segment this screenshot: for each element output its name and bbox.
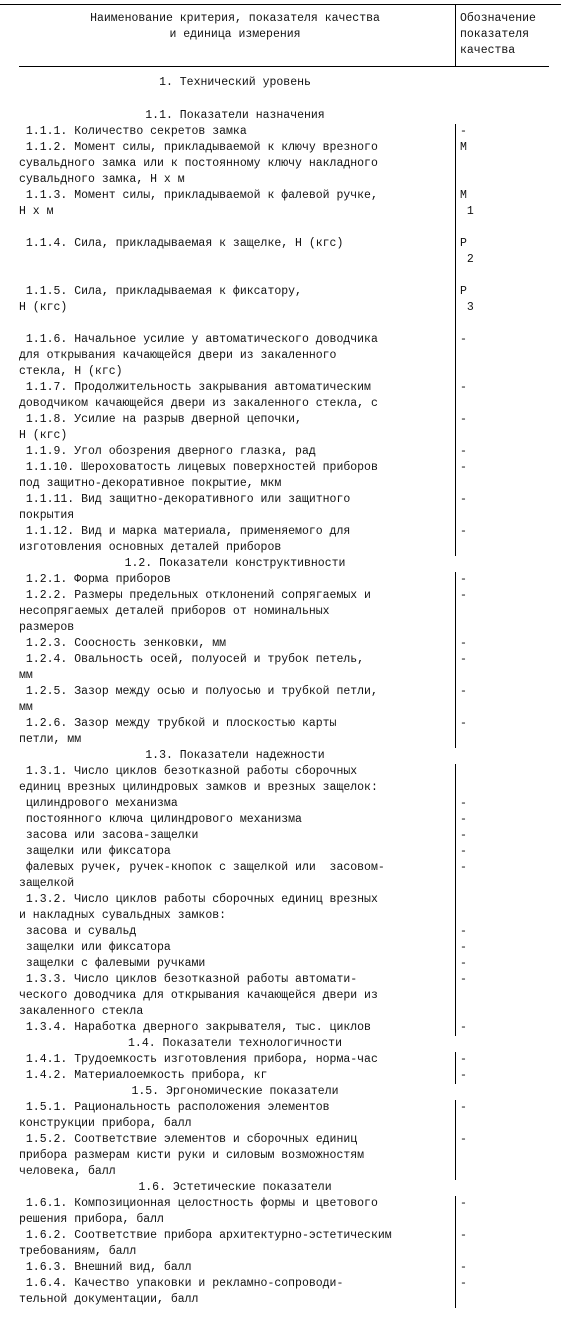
- criterion-text: конструкции прибора, балл: [19, 1117, 192, 1130]
- header-col2-line3: качества: [460, 44, 516, 57]
- table-row: [19, 140, 561, 156]
- criterion-text: 1.1.2. Момент силы, прикладываемой к ключу врезного: [19, 141, 378, 154]
- table-row: [19, 540, 561, 556]
- criterion-text: 1.6.2. Соответствие прибора архитектурно-эстетическим: [19, 1229, 392, 1242]
- table-row: [19, 156, 561, 172]
- criterion-text: 1.3.1. Число циклов безотказной работы сборочных: [19, 765, 358, 778]
- criterion-text: 1.1.7. Продолжительность закрывания автоматическим: [19, 381, 371, 394]
- designation-cell: -: [460, 573, 467, 586]
- section-heading: 1. Технический уровень: [159, 76, 311, 89]
- criterion-text: 1.5.1. Рациональность расположения элементов: [19, 1101, 330, 1114]
- criterion-text: покрытия: [19, 509, 75, 522]
- header-col2-line2: показателя: [460, 28, 530, 41]
- criterion-text: защелки или фиксатора: [19, 941, 171, 954]
- header-col2: [460, 11, 536, 59]
- criterion-text: для открывания качающейся двери из закаленного: [19, 349, 337, 362]
- criterion-text: 1.5.2. Соответствие элементов и сборочных единиц: [19, 1133, 358, 1146]
- designation-cell: -: [460, 957, 467, 970]
- section-heading: 1.3. Показатели надежности: [145, 749, 325, 762]
- table-row: [19, 412, 561, 428]
- section-heading: 1.2. Показатели конструктивности: [124, 557, 346, 570]
- criterion-text: тельной документации, балл: [19, 1293, 199, 1306]
- criterion-text: 1.2.3. Соосность зенковки, мм: [19, 637, 227, 650]
- designation-cell: -: [460, 589, 467, 602]
- column-divider: [455, 1100, 456, 1180]
- designation-cell: 1: [460, 205, 474, 218]
- table-row: [19, 1244, 561, 1260]
- criterion-text: единиц врезных цилиндровых замков и врезных защелок:: [19, 781, 378, 794]
- criterion-text: 1.1.6. Начальное усилие у автоматического доводчика: [19, 333, 378, 346]
- criterion-text: цилиндрового механизма: [19, 797, 178, 810]
- table-row: [19, 956, 561, 972]
- header-divider: [455, 4, 456, 67]
- designation-cell: -: [460, 1069, 467, 1082]
- table-row: [19, 1004, 561, 1020]
- criterion-text: размеров: [19, 621, 75, 634]
- table-row: [19, 1148, 561, 1164]
- designation-cell: -: [460, 1101, 467, 1114]
- criterion-text: и накладных сувальдных замков:: [19, 909, 227, 922]
- header-col2-line1: Обозначение: [460, 12, 536, 25]
- criterion-text: закаленного стекла: [19, 1005, 144, 1018]
- designation-cell: -: [460, 1197, 467, 1210]
- designation-cell: 2: [460, 253, 474, 266]
- criterion-text: засова или засова-защелки: [19, 829, 199, 842]
- table-row: [19, 476, 561, 492]
- designation-cell: -: [460, 829, 467, 842]
- designation-cell: -: [460, 1277, 467, 1290]
- criterion-text: мм: [19, 669, 33, 682]
- designation-cell: P: [460, 285, 467, 298]
- section-heading-row: [19, 556, 561, 572]
- table-row: [19, 732, 561, 748]
- criterion-text: 1.4.2. Материалоемкость прибора, кг: [19, 1069, 268, 1082]
- criterion-text: 1.1.12. Вид и марка материала, применяемого для: [19, 525, 351, 538]
- criterion-text: фалевых ручек, ручек-кнопок с защелкой или засовом-: [19, 861, 385, 874]
- table-row: [19, 172, 561, 188]
- table-row: [19, 396, 561, 412]
- table-row: [19, 812, 561, 828]
- table-row: [19, 588, 561, 604]
- criterion-text: 1.2.4. Овальность осей, полуосей и трубок петель,: [19, 653, 365, 666]
- table-row: [19, 796, 561, 812]
- table-row: [19, 844, 561, 860]
- criterion-text: 1.2.2. Размеры предельных отклонений сопрягаемых и: [19, 589, 371, 602]
- designation-cell: -: [460, 685, 467, 698]
- table-row: [19, 604, 561, 620]
- designation-cell: -: [460, 333, 467, 346]
- criterion-text: прибора размерам кисти руки и силовым возможностям: [19, 1149, 365, 1162]
- criterion-text: 1.3.4. Наработка дверного закрывателя, тыс. циклов: [19, 1021, 371, 1034]
- criterion-text: 1.6.1. Композиционная целостность формы и цветового: [19, 1197, 378, 1210]
- criterion-text: решения прибора, балл: [19, 1213, 164, 1226]
- table-row: [19, 508, 561, 524]
- header-col1-line1: Наименование критерия, показателя качества: [90, 12, 380, 25]
- designation-cell: -: [460, 813, 467, 826]
- table-row: [19, 700, 561, 716]
- table-row: [19, 780, 561, 796]
- criterion-text: 1.2.1. Форма приборов: [19, 573, 171, 586]
- designation-cell: -: [460, 1261, 467, 1274]
- designation-cell: -: [460, 525, 467, 538]
- table-row: [19, 1228, 561, 1244]
- table-row: [19, 1292, 561, 1308]
- table-row: [19, 1164, 561, 1180]
- designation-cell: -: [460, 1229, 467, 1242]
- table-row: [19, 364, 561, 380]
- criterion-text: Н (кгс): [19, 429, 68, 442]
- header-col1: [19, 11, 451, 43]
- criterion-text: 1.3.2. Число циклов работы сборочных единиц врезных: [19, 893, 378, 906]
- criterion-text: 1.2.6. Зазор между трубкой и плоскостью карты: [19, 717, 337, 730]
- criterion-text: 1.1.10. Шероховатость лицевых поверхностей приборов: [19, 461, 378, 474]
- table-row: [19, 1260, 561, 1276]
- criterion-text: требованиям, балл: [19, 1245, 137, 1258]
- table-row: [19, 1196, 561, 1212]
- table-row: [19, 1100, 561, 1116]
- table-row: [19, 284, 561, 300]
- table-row: [19, 924, 561, 940]
- table-row: [19, 828, 561, 844]
- column-divider: [455, 124, 456, 556]
- criterion-text: 1.4.1. Трудоемкость изготовления прибора, норма-час: [19, 1053, 378, 1066]
- table-row: [19, 636, 561, 652]
- criterion-text: изготовления основных деталей приборов: [19, 541, 282, 554]
- criterion-text: Н х м: [19, 205, 54, 218]
- table-row: [19, 1116, 561, 1132]
- section-heading-row: [19, 1084, 561, 1100]
- table-row: [19, 460, 561, 476]
- table-row: [19, 860, 561, 876]
- top-rule: [0, 4, 561, 5]
- criterion-text: человека, балл: [19, 1165, 116, 1178]
- table-row: [19, 188, 561, 204]
- table-row: [19, 1212, 561, 1228]
- table-row: [19, 572, 561, 588]
- table-row: [19, 668, 561, 684]
- table-row: [19, 492, 561, 508]
- section-heading: 1.6. Эстетические показатели: [138, 1181, 332, 1194]
- criterion-text: 1.2.5. Зазор между осью и полуосью и трубкой петли,: [19, 685, 378, 698]
- table-row: [19, 124, 561, 140]
- table-row: [19, 204, 561, 220]
- designation-cell: -: [460, 1053, 467, 1066]
- section-heading-row: [19, 75, 561, 91]
- table-row: [19, 236, 561, 252]
- table-row: [19, 1068, 561, 1084]
- table-row: [19, 940, 561, 956]
- table-row: [19, 380, 561, 396]
- table-row: [19, 1132, 561, 1148]
- criterion-text: 1.1.1. Количество секретов замка: [19, 125, 247, 138]
- designation-cell: -: [460, 973, 467, 986]
- table-row: [19, 652, 561, 668]
- criterion-text: стекла, Н (кгс): [19, 365, 123, 378]
- table-row: [19, 876, 561, 892]
- designation-cell: -: [460, 797, 467, 810]
- table-row: [19, 1052, 561, 1068]
- designation-cell: -: [460, 413, 467, 426]
- designation-cell: 3: [460, 301, 474, 314]
- designation-cell: -: [460, 845, 467, 858]
- designation-cell: -: [460, 653, 467, 666]
- section-heading-row: [19, 1180, 561, 1196]
- section-heading: 1.4. Показатели технологичности: [128, 1037, 342, 1050]
- criterion-text: ческого доводчика для открывания качающейся двери из: [19, 989, 378, 1002]
- designation-cell: -: [460, 125, 467, 138]
- section-heading-row: [19, 108, 561, 124]
- criterion-text: защелкой: [19, 877, 75, 890]
- table-row: [19, 1020, 561, 1036]
- table-row: [19, 764, 561, 780]
- criterion-text: засова и сувальд: [19, 925, 137, 938]
- designation-cell: -: [460, 1021, 467, 1034]
- table-row: [19, 332, 561, 348]
- criterion-text: петли, мм: [19, 733, 82, 746]
- table-row: [19, 444, 561, 460]
- criterion-text: 1.3.3. Число циклов безотказной работы автомати-: [19, 973, 358, 986]
- table-row: [19, 348, 561, 364]
- designation-cell: P: [460, 237, 467, 250]
- header-bottom-rule: [19, 66, 549, 67]
- table-row: [19, 252, 561, 268]
- criterion-text: доводчиком качающейся двери из закаленного стекла, с: [19, 397, 378, 410]
- criterion-text: под защитно-декоративное покрытие, мкм: [19, 477, 282, 490]
- criterion-text: мм: [19, 701, 33, 714]
- designation-cell: M: [460, 141, 467, 154]
- criterion-text: 1.1.11. Вид защитно-декоративного или защитного: [19, 493, 351, 506]
- section-heading-row: [19, 748, 561, 764]
- criterion-text: 1.1.9. Угол обозрения дверного глазка, рад: [19, 445, 316, 458]
- table-row: [19, 716, 561, 732]
- table-row: [19, 908, 561, 924]
- designation-cell: -: [460, 925, 467, 938]
- designation-cell: -: [460, 493, 467, 506]
- designation-cell: -: [460, 381, 467, 394]
- criterion-text: несопрягаемых деталей приборов от номинальных: [19, 605, 330, 618]
- section-heading: 1.5. Эргономические показатели: [131, 1085, 339, 1098]
- designation-cell: -: [460, 1133, 467, 1146]
- table-row: [19, 988, 561, 1004]
- section-heading-row: [19, 1036, 561, 1052]
- designation-cell: -: [460, 941, 467, 954]
- section-heading: 1.1. Показатели назначения: [145, 109, 325, 122]
- criterion-text: 1.1.4. Сила, прикладываемая к защелке, Н (кгс): [19, 237, 344, 250]
- criterion-text: защелки с фалевыми ручками: [19, 957, 206, 970]
- designation-cell: -: [460, 445, 467, 458]
- table-row: [19, 972, 561, 988]
- criterion-text: 1.1.5. Сила, прикладываемая к фиксатору,: [19, 285, 302, 298]
- header-col1-line2: и единица измерения: [169, 28, 301, 41]
- column-divider: [455, 1196, 456, 1308]
- criterion-text: защелки или фиксатора: [19, 845, 171, 858]
- table-row: [19, 892, 561, 908]
- table-row: [19, 620, 561, 636]
- criterion-text: 1.6.4. Качество упаковки и рекламно-сопроводи-: [19, 1277, 344, 1290]
- column-divider: [455, 572, 456, 748]
- column-divider: [455, 764, 456, 1036]
- criterion-text: 1.6.3. Внешний вид, балл: [19, 1261, 192, 1274]
- designation-cell: -: [460, 461, 467, 474]
- table-row: [19, 684, 561, 700]
- column-divider: [455, 1052, 456, 1084]
- criterion-text: сувальдного замка или к постоянному ключу накладного: [19, 157, 378, 170]
- designation-cell: -: [460, 717, 467, 730]
- criterion-text: Н (кгс): [19, 301, 68, 314]
- criterion-text: постоянного ключа цилиндрового механизма: [19, 813, 302, 826]
- table-row: [19, 1276, 561, 1292]
- criterion-text: 1.1.3. Момент силы, прикладываемой к фалевой ручке,: [19, 189, 378, 202]
- designation-cell: M: [460, 189, 467, 202]
- table-row: [19, 428, 561, 444]
- designation-cell: -: [460, 637, 467, 650]
- criterion-text: 1.1.8. Усилие на разрыв дверной цепочки,: [19, 413, 302, 426]
- criterion-text: сувальдного замка, Н х м: [19, 173, 185, 186]
- designation-cell: -: [460, 861, 467, 874]
- table-row: [19, 524, 561, 540]
- table-row: [19, 300, 561, 316]
